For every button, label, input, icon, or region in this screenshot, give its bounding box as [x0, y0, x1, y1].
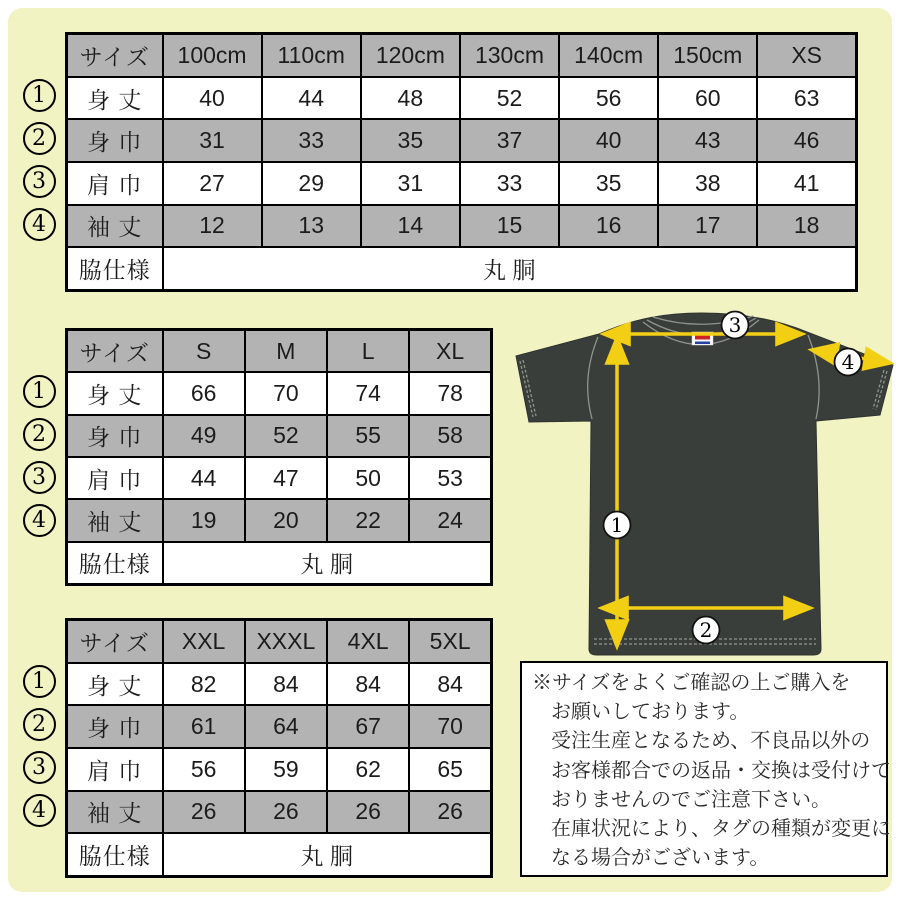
measurement-value: 41 [757, 162, 856, 205]
side-spec-label: 脇仕様 [67, 833, 163, 876]
measurement-value: 19 [163, 499, 245, 541]
size-header-label: サイズ [67, 330, 163, 373]
measurement-value: 18 [757, 205, 856, 248]
measurement-value: 84 [409, 663, 491, 706]
measurement-row-label: 肩 巾 [67, 457, 163, 499]
table-row [67, 372, 492, 414]
measurement-row-label: 身 丈 [67, 372, 163, 414]
measurement-value: 66 [163, 372, 245, 414]
measurement-value: 16 [559, 205, 658, 248]
measurement-value: 60 [658, 77, 757, 120]
row-number-marker: 4 [23, 208, 56, 241]
measurement-value: 67 [327, 705, 409, 748]
size-header-label: サイズ [67, 620, 163, 663]
table-row [67, 205, 857, 248]
measurement-value: 70 [245, 372, 327, 414]
measurement-row-label: 肩 巾 [67, 748, 163, 791]
side-spec-row [67, 833, 492, 876]
table-row [67, 77, 857, 120]
measurement-value: 13 [262, 205, 361, 248]
measurement-value: 14 [361, 205, 460, 248]
measurement-value: 33 [460, 162, 559, 205]
note-line: おりませんのでご注意下さい。 [551, 788, 831, 811]
side-spec-label: 脇仕様 [67, 542, 163, 585]
measurement-row-label: 身 丈 [67, 663, 163, 706]
table-row [67, 119, 857, 162]
measurement-value: 64 [245, 705, 327, 748]
row-number-marker: 1 [23, 79, 56, 112]
table-row [67, 705, 492, 748]
row-number-marker: 2 [23, 708, 56, 741]
note-line: お願いしております。 [551, 701, 750, 724]
measurement-value: 31 [163, 119, 262, 162]
side-spec-row [67, 247, 857, 290]
row-marker-column [21, 375, 57, 537]
measurement-value: 47 [245, 457, 327, 499]
measurement-value: 31 [361, 162, 460, 205]
measurement-row-label: 肩 巾 [67, 162, 163, 205]
size-column-header: 110cm [262, 34, 361, 77]
note-line: 在庫状況により、タグの種類が変更に [551, 818, 891, 841]
row-marker-column [21, 665, 57, 827]
size-column-header: 100cm [163, 34, 262, 77]
measurement-value: 62 [327, 748, 409, 791]
table-row [67, 748, 492, 791]
measurement-value: 26 [163, 791, 245, 834]
measurement-value: 15 [460, 205, 559, 248]
size-table-xxl-5xl [65, 618, 493, 878]
size-header-label: サイズ [67, 34, 163, 77]
row-number-marker: 3 [23, 751, 56, 784]
measurement-value: 26 [409, 791, 491, 834]
measurement-value: 59 [245, 748, 327, 791]
purchase-note-box [520, 661, 891, 877]
size-column-header: 120cm [361, 34, 460, 77]
tshirt-measurement-diagram [505, 305, 900, 665]
size-table-s-xl [65, 328, 493, 586]
row-marker-column [21, 79, 57, 241]
table-row [67, 162, 857, 205]
size-column-header: 150cm [658, 34, 757, 77]
measurement-value: 20 [245, 499, 327, 541]
measurement-value: 84 [245, 663, 327, 706]
measurement-value: 48 [361, 77, 460, 120]
measurement-value: 40 [163, 77, 262, 120]
note-line: ※サイズをよくご確認の上ご購入を [532, 672, 851, 694]
marker-label-4: 4 [841, 350, 855, 374]
measurement-value: 82 [163, 663, 245, 706]
measurement-value: 29 [262, 162, 361, 205]
measurement-row-label: 身 丈 [67, 77, 163, 120]
measurement-value: 44 [262, 77, 361, 120]
measurement-value: 35 [361, 119, 460, 162]
measurement-value: 24 [409, 499, 491, 541]
row-number-marker: 3 [23, 461, 56, 494]
table-row [67, 457, 492, 499]
size-column-header: S [163, 330, 245, 373]
measurement-value: 26 [245, 791, 327, 834]
side-spec-value: 丸 胴 [163, 833, 492, 876]
marker-label-2: 2 [699, 618, 713, 642]
measurement-row-label: 袖 丈 [67, 791, 163, 834]
measurement-row-label: 身 巾 [67, 119, 163, 162]
row-number-marker: 2 [23, 122, 56, 155]
row-number-marker: 2 [23, 418, 56, 451]
note-line: なる場合がございます。 [551, 847, 770, 870]
measurement-value: 63 [757, 77, 856, 120]
size-column-header: XL [409, 330, 491, 373]
row-number-marker: 4 [23, 794, 56, 827]
measurement-value: 84 [327, 663, 409, 706]
measurement-value: 26 [327, 791, 409, 834]
side-spec-label: 脇仕様 [67, 247, 163, 290]
table-row [67, 791, 492, 834]
measurement-value: 56 [559, 77, 658, 120]
size-column-header: XXXL [245, 620, 327, 663]
measurement-value: 40 [559, 119, 658, 162]
measurement-value: 61 [163, 705, 245, 748]
measurement-value: 33 [262, 119, 361, 162]
note-line: 受注生産となるため、不良品以外の [551, 730, 871, 753]
size-column-header: XS [757, 34, 856, 77]
measurement-value: 55 [327, 415, 409, 457]
side-spec-row [67, 542, 492, 585]
row-number-marker: 1 [23, 375, 56, 408]
measurement-value: 58 [409, 415, 491, 457]
measurement-value: 78 [409, 372, 491, 414]
measurement-value: 38 [658, 162, 757, 205]
note-line: お客様都合での返品・交換は受付けて [551, 759, 891, 782]
measurement-value: 52 [460, 77, 559, 120]
size-column-header: L [327, 330, 409, 373]
measurement-value: 70 [409, 705, 491, 748]
measurement-value: 44 [163, 457, 245, 499]
measurement-row-label: 身 巾 [67, 705, 163, 748]
measurement-value: 12 [163, 205, 262, 248]
size-column-header: 140cm [559, 34, 658, 77]
measurement-value: 65 [409, 748, 491, 791]
side-spec-value: 丸 胴 [163, 247, 857, 290]
marker-label-3: 3 [728, 313, 742, 337]
marker-label-1: 1 [610, 513, 624, 537]
size-column-header: M [245, 330, 327, 373]
side-spec-value: 丸 胴 [163, 542, 492, 585]
row-number-marker: 1 [23, 665, 56, 698]
row-number-marker: 3 [23, 165, 56, 198]
row-number-marker: 4 [23, 504, 56, 537]
measurement-value: 50 [327, 457, 409, 499]
measurement-value: 27 [163, 162, 262, 205]
measurement-value: 22 [327, 499, 409, 541]
measurement-value: 56 [163, 748, 245, 791]
measurement-row-label: 身 巾 [67, 415, 163, 457]
measurement-row-label: 袖 丈 [67, 499, 163, 541]
measurement-value: 53 [409, 457, 491, 499]
size-column-header: XXL [163, 620, 245, 663]
measurement-row-label: 袖 丈 [67, 205, 163, 248]
measurement-value: 74 [327, 372, 409, 414]
size-column-header: 4XL [327, 620, 409, 663]
size-column-header: 5XL [409, 620, 491, 663]
measurement-value: 43 [658, 119, 757, 162]
measurement-value: 46 [757, 119, 856, 162]
measurement-value: 52 [245, 415, 327, 457]
size-table-kids [65, 32, 858, 292]
measurement-value: 37 [460, 119, 559, 162]
measurement-value: 49 [163, 415, 245, 457]
table-row [67, 499, 492, 541]
size-column-header: 130cm [460, 34, 559, 77]
measurement-value: 35 [559, 162, 658, 205]
measurement-value: 17 [658, 205, 757, 248]
table-row [67, 663, 492, 706]
table-row [67, 415, 492, 457]
